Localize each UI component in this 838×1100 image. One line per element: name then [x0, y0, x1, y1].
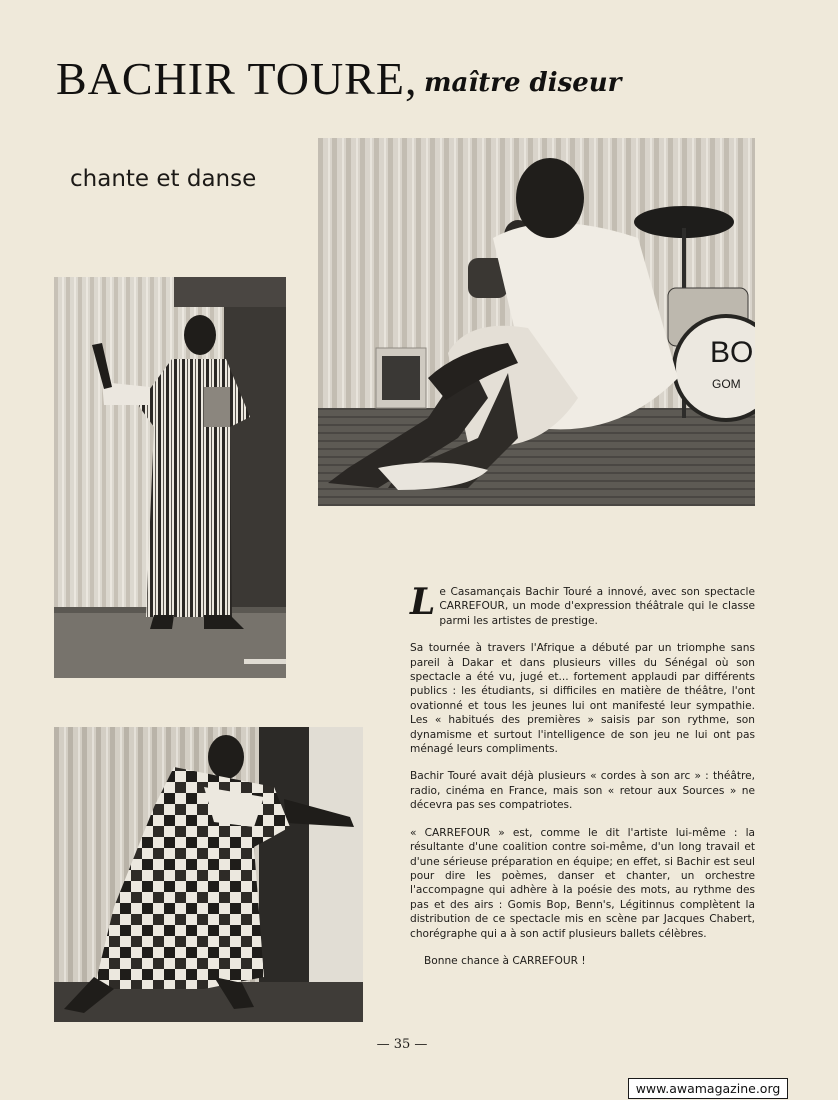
website-watermark: www.awamagazine.org: [628, 1078, 788, 1099]
headline-title: BACHIR TOURE,: [56, 53, 418, 104]
article-paragraph: [410, 581, 755, 628]
article-paragraph-text: e Casamançais Bachir Touré a innové, avec son spectacle CARREFOUR, un mode d'expression théâtrale qui le classe parmi les artistes de prestige.: [439, 586, 755, 627]
photo-pointing-performer: [54, 277, 286, 678]
page-number: — 35 —: [376, 1037, 428, 1052]
article-paragraph: Bachir Touré avait déjà plusieurs « cordes à son arc » : théâtre, radio, cinéma en France, mais son « retour aux Sources » ne décevra pas ses compatriotes.: [410, 770, 755, 812]
photo-dancing-performer: [54, 727, 363, 1022]
subheading: chante et danse: [70, 166, 257, 192]
article-paragraph: Sa tournée à travers l'Afrique a débuté par un triomphe sans pareil à Dakar et dans plusieurs villes du Sénégal où son spectacle a été vu, jugé et... fortement applaudi par différents publics : les étudiants, si difficiles en matière de théâtre, l'ont ovationné et tous les jeunes lui ont manifesté leur sympathie. Les « habitués des premières » saisis par son rythme, son dynamisme et surtout l'intelligence de son jeu ne lui ont pas ménagé leurs compliments.: [410, 642, 755, 756]
article-paragraph: « CARREFOUR » est, comme le dit l'artiste lui-même : la résultante d'une coalition contre soi-même, d'un long travail et d'une sérieuse préparation en équipe; en effet, si Bachir est seul pour dire les poèmes, danser et chanter, un orchestre l'accompagne qui adhère à la poésie des mots, au rythme des pas et des airs : Gomis Bop, Benn's, Légitinnus complètent la distribution de ce spectacle mis en scène par Jacques Chabert, chorégraphe qui a à son actif plusieurs ballets célèbres.: [410, 826, 755, 940]
article-body: [410, 581, 755, 981]
drum-subtext: GOM: [712, 377, 741, 391]
drop-cap: L: [410, 581, 436, 623]
headline-subtitle: maître diseur: [424, 68, 622, 98]
article-closing: Bonne chance à CARREFOUR !: [424, 954, 586, 967]
drum-text: BO: [710, 336, 754, 369]
photo-seated-performer: [318, 138, 755, 506]
